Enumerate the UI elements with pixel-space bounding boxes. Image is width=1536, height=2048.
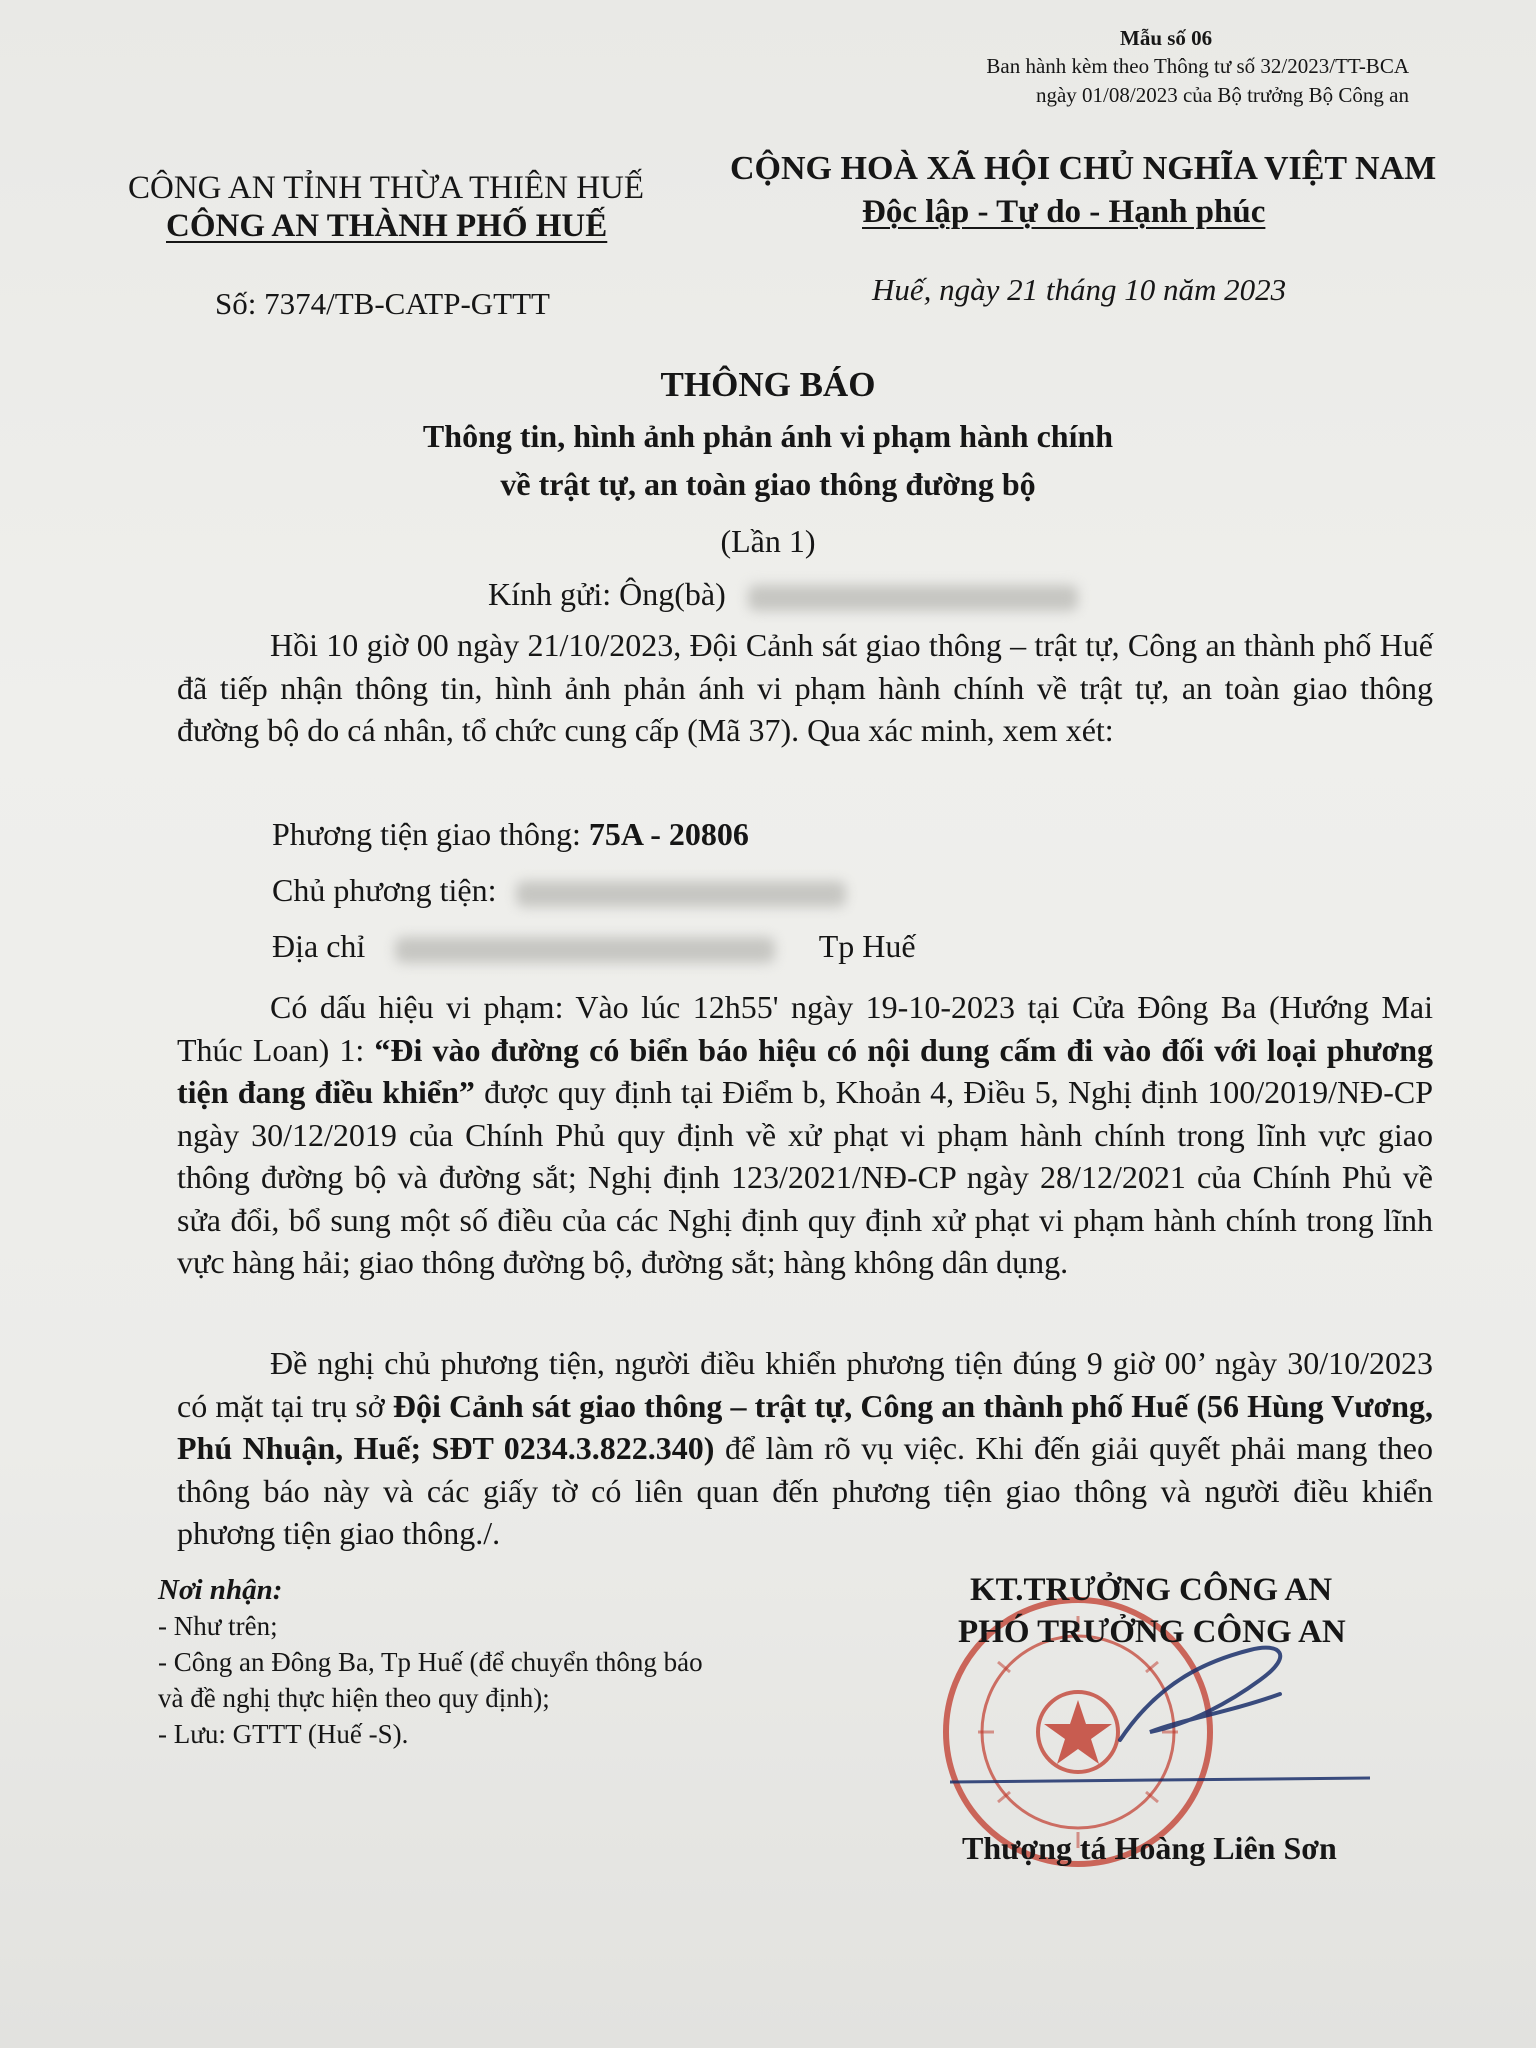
violation-offence: “Đi vào đường có biển báo hiệu có nội dung cấm đi vào đối với loại phương tiện đang điều khiển” (177, 1031, 1434, 1110)
recipient-item: - Lưu: GTTT (Huế -S). (158, 1719, 409, 1749)
violation-legal-basis: được quy định tại Điểm b, Khoản 4, Điều 5, Nghị định 100/2019/NĐ-CP ngày 30/12/2019 của Chính Phủ quy định về xử phạt vi phạm hành chính trong lĩnh vực giao thông đường bộ và đường sắt; Nghị định 123/2021/NĐ-CP ngày 28/12/2021 của Chính Phủ về sửa đổi, bổ sung một số điều của các Nghị định quy định xử phạt vi phạm hành chính trong lĩnh vực hàng hải; giao thông đường bộ, đường sắt; hàng không dân dụng. (177, 1074, 1434, 1280)
address-city: Tp Huế (818, 928, 916, 964)
redacted-address (395, 937, 775, 963)
signatory-subtitle: PHÓ TRƯỞNG CÔNG AN (958, 1614, 1346, 1650)
recipients-block (158, 1572, 703, 1752)
form-reference-line1: Ban hành kèm theo Thông tư số 32/2023/TT-BCA (986, 54, 1409, 78)
redacted-name (748, 585, 1078, 611)
place-date: Huế, ngày 21 tháng 10 năm 2023 (872, 272, 1287, 307)
agency-name: CÔNG AN THÀNH PHỐ HUẾ (166, 208, 608, 244)
request-lead: Đề nghị chủ phương tiện, người điều khiển phương tiện đúng 9 giờ 00’ ngày 30/10/2023 có mặt tại trụ sở (177, 1345, 1433, 1424)
agency-parent: CÔNG AN TỈNH THỪA THIÊN HUẾ (128, 170, 645, 206)
form-number: Mẫu số 06 (1120, 26, 1213, 50)
document-number: Số: 7374/TB-CATP-GTTT (215, 286, 550, 321)
salutation (488, 576, 1078, 613)
request-office: Đội Cảnh sát giao thông – trật tự, Công an thành phố Huế (56 Hùng Vương, Phú Nhuận, Huế; SĐT 0234.3.822.340) (177, 1387, 1434, 1466)
request-tail: để làm rõ vụ việc. Khi đến giải quyết phải mang theo thông báo này và các giấy tờ có liên quan đến phương tiện giao thông và người điều khiển phương tiện giao thông./. (177, 1430, 1434, 1551)
notice-title: THÔNG BÁO (660, 365, 876, 404)
violation-paragraph (177, 986, 1433, 1284)
form-reference-line2: ngày 01/08/2023 của Bộ trưởng Bộ Công an (1035, 83, 1409, 107)
owner-field (272, 872, 846, 909)
vehicle-field (272, 816, 749, 853)
redacted-owner (516, 881, 846, 907)
form-reference (986, 52, 1409, 110)
salutation-label: Kính gửi: Ông(bà) (488, 576, 726, 612)
intro-text: Hồi 10 giờ 00 ngày 21/10/2023, Đội Cảnh sát giao thông – trật tự, Công an thành phố Huế đã tiếp nhận thông tin, hình ảnh phản ánh vi phạm hành chính về trật tự, an toàn giao thông đường bộ do cá nhân, tổ chức cung cấp (Mã 37). Qua xác minh, xem xét: (177, 627, 1433, 748)
notice-attempt: (Lần 1) (720, 523, 816, 559)
request-paragraph (177, 1342, 1433, 1555)
recipient-item: - Công an Đông Ba, Tp Huế (để chuyển thông báo (158, 1647, 703, 1677)
address-field (272, 928, 916, 965)
national-motto: Độc lập - Tự do - Hạnh phúc (862, 194, 1266, 230)
vehicle-label: Phương tiện giao thông: (272, 816, 581, 852)
vehicle-plate: 75A - 20806 (588, 816, 749, 852)
signatory-title: KT.TRƯỞNG CÔNG AN (970, 1572, 1333, 1608)
owner-label: Chủ phương tiện: (272, 872, 497, 908)
signer-name: Thượng tá Hoàng Liên Sơn (962, 1830, 1337, 1866)
intro-paragraph (177, 624, 1433, 752)
notice-subtitle-line1: Thông tin, hình ảnh phản ánh vi phạm hành chính (422, 418, 1114, 454)
address-label: Địa chỉ (272, 928, 366, 964)
recipient-item: và đề nghị thực hiện theo quy định); (158, 1683, 550, 1713)
violation-lead: Có dấu hiệu vi phạm: Vào lúc 12h55' ngày 19-10-2023 tại Cửa Đông Ba (Hướng Mai Thúc Loan) 1: (177, 989, 1433, 1068)
recipient-item: - Như trên; (158, 1611, 278, 1641)
notice-subtitle-line2: về trật tự, an toàn giao thông đường bộ (500, 466, 1036, 502)
nation-title: CỘNG HOÀ XÃ HỘI CHỦ NGHĨA VIỆT NAM (730, 150, 1437, 187)
recipients-heading: Nơi nhận: (158, 1574, 283, 1606)
